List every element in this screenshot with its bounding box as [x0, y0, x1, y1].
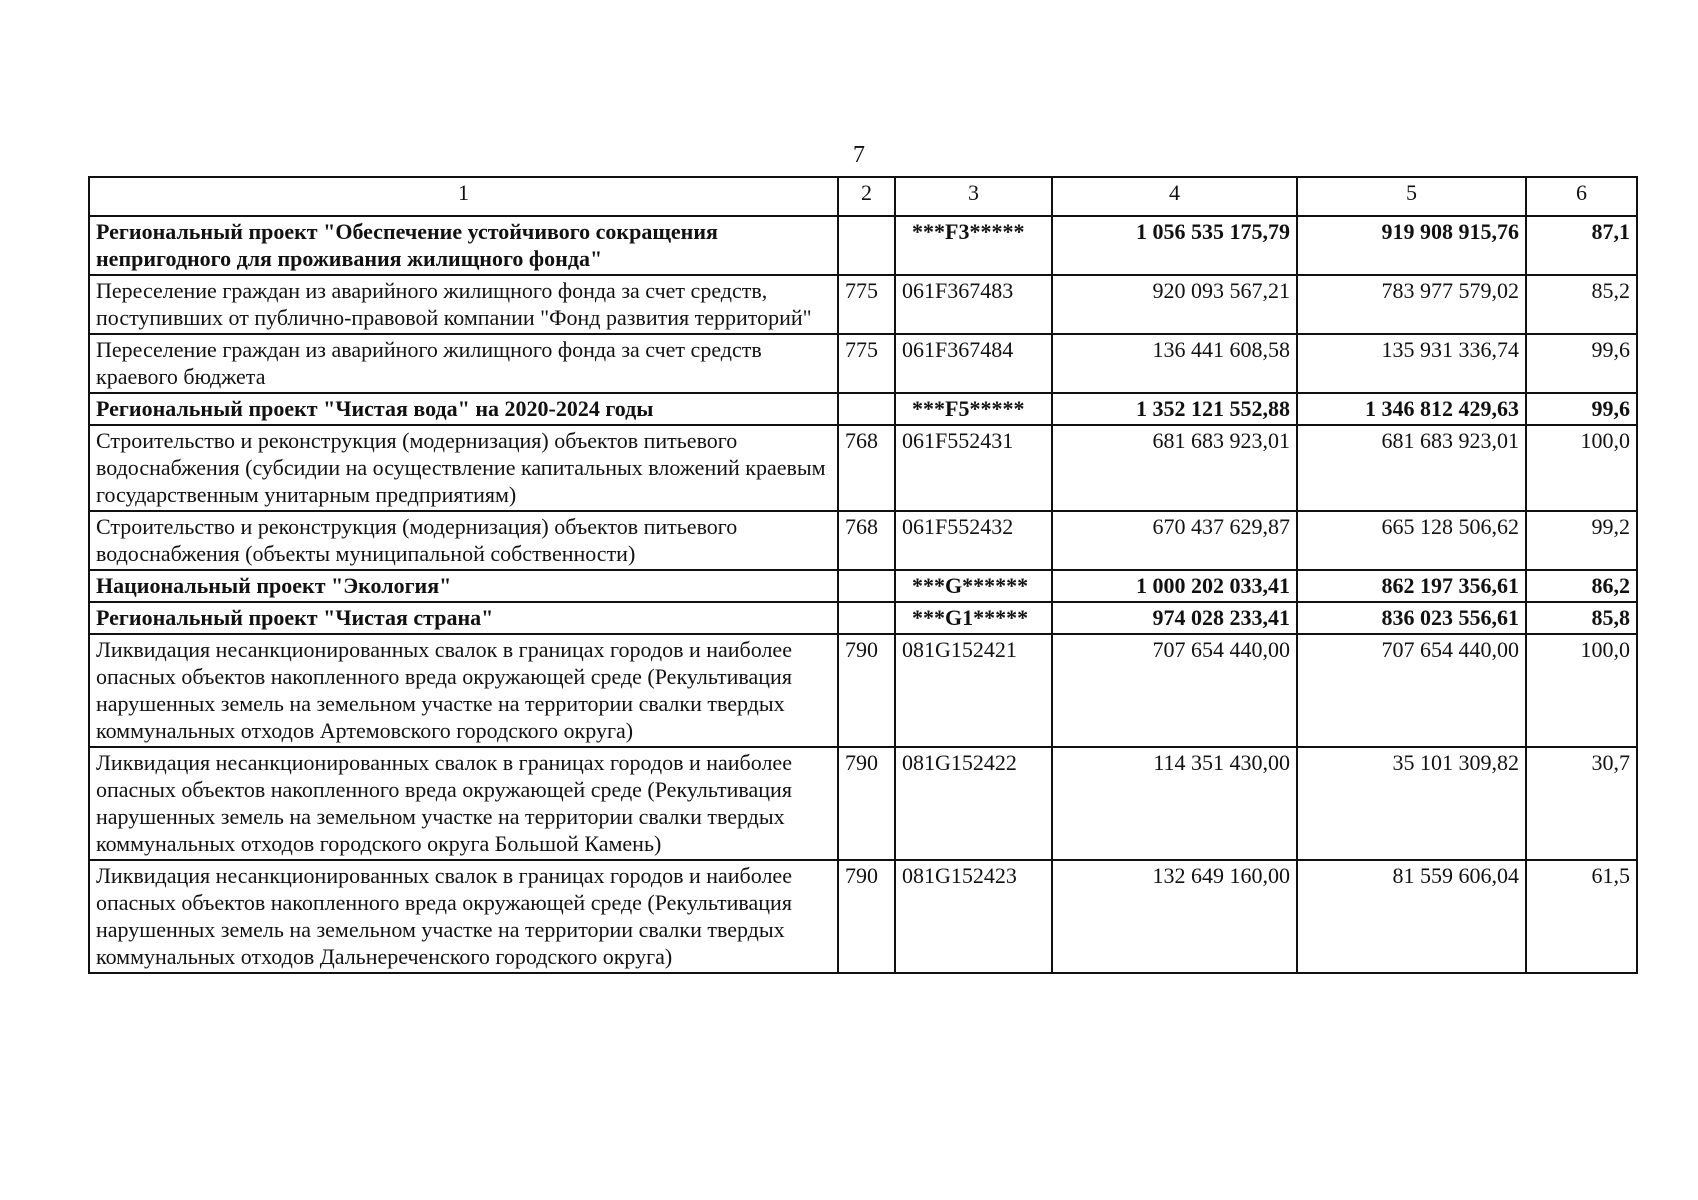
cell-ministry-code: 790 [838, 860, 895, 973]
cell-ministry-code: 775 [838, 334, 895, 393]
cell-execution-percent: 86,2 [1526, 570, 1637, 602]
cell-target-code: 061F552432 [895, 511, 1052, 570]
cell-executed-amount: 1 346 812 429,63 [1297, 393, 1526, 425]
cell-description: Строительство и реконструкция (модернизация) объектов питьевого водоснабжения (субсидии на осуществление капитальных вложений краевым государственным унитарным предприятиям) [89, 425, 838, 511]
cell-description: Ликвидация несанкционированных свалок в границах городов и наиболее опасных объектов накопленного вреда окружающей среде (Рекультивация нарушенных земель на земельном участке на территории свалки твердых коммунальных отходов городского округа Большой Камень) [89, 747, 838, 860]
cell-target-code: 061F367483 [895, 275, 1052, 334]
header-col-2: 2 [838, 177, 895, 216]
cell-approved-amount: 1 352 121 552,88 [1052, 393, 1297, 425]
cell-execution-percent: 99,6 [1526, 393, 1637, 425]
cell-approved-amount: 1 056 535 175,79 [1052, 216, 1297, 275]
table-row-section [89, 216, 1637, 275]
cell-description: Региональный проект "Чистая вода" на 2020-2024 годы [89, 393, 838, 425]
cell-ministry-code: 790 [838, 747, 895, 860]
cell-execution-percent: 99,2 [1526, 511, 1637, 570]
table-row [89, 634, 1637, 747]
header-col-6: 6 [1526, 177, 1637, 216]
cell-executed-amount: 919 908 915,76 [1297, 216, 1526, 275]
cell-approved-amount: 920 093 567,21 [1052, 275, 1297, 334]
table-row [89, 275, 1637, 334]
cell-execution-percent: 100,0 [1526, 634, 1637, 747]
cell-execution-percent: 100,0 [1526, 425, 1637, 511]
page-number: 7 [853, 142, 865, 168]
header-col-4: 4 [1052, 177, 1297, 216]
table-row [89, 334, 1637, 393]
cell-target-code: 081G152423 [895, 860, 1052, 973]
cell-approved-amount: 670 437 629,87 [1052, 511, 1297, 570]
cell-approved-amount: 707 654 440,00 [1052, 634, 1297, 747]
cell-approved-amount: 114 351 430,00 [1052, 747, 1297, 860]
cell-execution-percent: 85,8 [1526, 602, 1637, 634]
cell-execution-percent: 30,7 [1526, 747, 1637, 860]
cell-ministry-code [838, 393, 895, 425]
cell-description: Национальный проект "Экология" [89, 570, 838, 602]
table-row-section [89, 602, 1637, 634]
cell-approved-amount: 974 028 233,41 [1052, 602, 1297, 634]
cell-description: Переселение граждан из аварийного жилищного фонда за счет средств краевого бюджета [89, 334, 838, 393]
cell-target-code: ***F5***** [895, 393, 1052, 425]
cell-execution-percent: 99,6 [1526, 334, 1637, 393]
cell-target-code: 081G152422 [895, 747, 1052, 860]
cell-description: Ликвидация несанкционированных свалок в границах городов и наиболее опасных объектов накопленного вреда окружающей среде (Рекультивация нарушенных земель на земельном участке на территории свалки твердых коммунальных отходов Дальнереченского городского округа) [89, 860, 838, 973]
header-col-3: 3 [895, 177, 1052, 216]
cell-execution-percent: 87,1 [1526, 216, 1637, 275]
cell-executed-amount: 81 559 606,04 [1297, 860, 1526, 973]
cell-executed-amount: 665 128 506,62 [1297, 511, 1526, 570]
table-row [89, 860, 1637, 973]
cell-approved-amount: 136 441 608,58 [1052, 334, 1297, 393]
cell-ministry-code: 768 [838, 511, 895, 570]
budget-table [88, 176, 1638, 974]
cell-approved-amount: 681 683 923,01 [1052, 425, 1297, 511]
cell-execution-percent: 61,5 [1526, 860, 1637, 973]
cell-ministry-code: 775 [838, 275, 895, 334]
table-row-section [89, 570, 1637, 602]
header-col-5: 5 [1297, 177, 1526, 216]
cell-target-code: 061F367484 [895, 334, 1052, 393]
cell-target-code: ***G1***** [895, 602, 1052, 634]
cell-target-code: 081G152421 [895, 634, 1052, 747]
table-row [89, 425, 1637, 511]
cell-executed-amount: 783 977 579,02 [1297, 275, 1526, 334]
cell-target-code: ***G****** [895, 570, 1052, 602]
cell-ministry-code [838, 216, 895, 275]
cell-executed-amount: 681 683 923,01 [1297, 425, 1526, 511]
cell-ministry-code: 768 [838, 425, 895, 511]
cell-execution-percent: 85,2 [1526, 275, 1637, 334]
cell-description: Ликвидация несанкционированных свалок в границах городов и наиболее опасных объектов накопленного вреда окружающей среде (Рекультивация нарушенных земель на земельном участке на территории свалки твердых коммунальных отходов Артемовского городского округа) [89, 634, 838, 747]
cell-approved-amount: 1 000 202 033,41 [1052, 570, 1297, 602]
table-row [89, 747, 1637, 860]
cell-executed-amount: 35 101 309,82 [1297, 747, 1526, 860]
cell-executed-amount: 135 931 336,74 [1297, 334, 1526, 393]
table-row [89, 511, 1637, 570]
cell-description: Региональный проект "Чистая страна" [89, 602, 838, 634]
cell-ministry-code: 790 [838, 634, 895, 747]
cell-approved-amount: 132 649 160,00 [1052, 860, 1297, 973]
cell-description: Строительство и реконструкция (модернизация) объектов питьевого водоснабжения (объекты муниципальной собственности) [89, 511, 838, 570]
cell-target-code: 061F552431 [895, 425, 1052, 511]
cell-ministry-code [838, 602, 895, 634]
cell-description: Переселение граждан из аварийного жилищного фонда за счет средств, поступивших от публично-правовой компании "Фонд развития территорий" [89, 275, 838, 334]
table-row-section [89, 393, 1637, 425]
cell-executed-amount: 836 023 556,61 [1297, 602, 1526, 634]
cell-target-code: ***F3***** [895, 216, 1052, 275]
cell-description: Региональный проект "Обеспечение устойчивого сокращения непригодного для проживания жилищного фонда" [89, 216, 838, 275]
table-header-row [89, 177, 1637, 216]
cell-executed-amount: 862 197 356,61 [1297, 570, 1526, 602]
header-col-1: 1 [89, 177, 838, 216]
cell-ministry-code [838, 570, 895, 602]
cell-executed-amount: 707 654 440,00 [1297, 634, 1526, 747]
